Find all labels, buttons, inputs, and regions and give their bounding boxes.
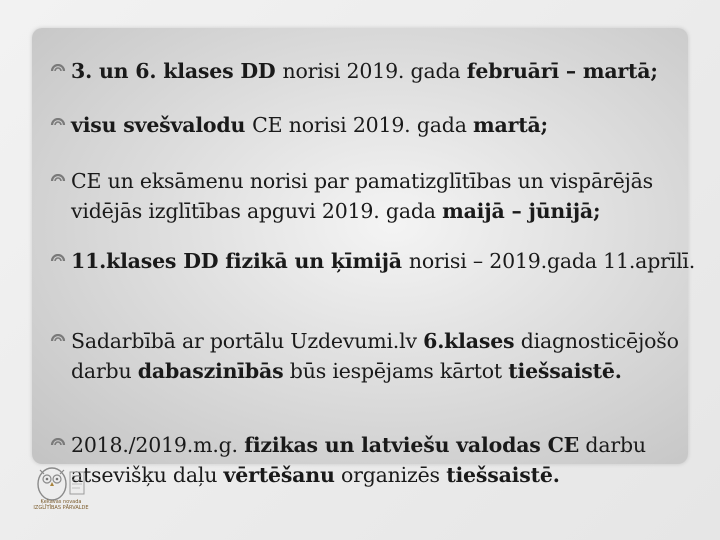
bullet-text: 2018./2019.m.g. — [71, 433, 245, 457]
bullet-text: vērtēšanu — [223, 463, 335, 487]
bullet-text: Sadarbībā ar portālu Uzdevumi.lv — [71, 329, 424, 353]
bullet-item — [50, 246, 701, 276]
bullet-text: 6.klases — [423, 329, 515, 353]
bullet-text: visu svešvalodu — [71, 113, 253, 137]
bullet-item — [50, 326, 701, 386]
bullet-text: darbu atsevišķu daļu — [71, 433, 646, 487]
bullet-text: februārī – martā; — [466, 59, 658, 83]
bullet-marker-icon — [50, 64, 66, 78]
bullet-text: fizikas un latviešu valodas CE — [244, 433, 580, 457]
bullet-item — [50, 166, 701, 226]
bullet-text: dabaszinībās — [137, 359, 284, 383]
bullet-text: norisi – 2019.gada 11.aprīlī. — [408, 249, 696, 273]
bullet-marker-icon — [50, 334, 66, 348]
bullet-text: CE un eksāmenu norisi par pamatizglītības un vispārējās vidējās izglītības apguvi 2019. gada — [71, 169, 653, 223]
bullet-text: 3. un 6. klases DD — [71, 59, 283, 83]
bullet-marker-icon — [50, 118, 66, 132]
bullet-text: CE norisi 2019. gada — [252, 113, 474, 137]
bullet-text: maijā – jūnijā; — [442, 199, 601, 223]
bullet-item — [50, 430, 701, 490]
bullet-text: tiešsaistē. — [446, 463, 560, 487]
bullet-text: būs iespējams kārtot — [283, 359, 509, 383]
bullet-marker-icon — [50, 438, 66, 452]
bullet-text: martā; — [473, 113, 548, 137]
bullet-text: 11.klases DD fizikā un ķīmijā — [71, 249, 409, 273]
bullet-item — [50, 56, 701, 86]
bullet-marker-icon — [50, 174, 66, 188]
bullet-marker-icon — [50, 254, 66, 268]
bullet-text: tiešsaistē. — [508, 359, 622, 383]
bullet-text: organizēs — [334, 463, 447, 487]
bullet-text: diagnosticējošo darbu — [71, 329, 679, 383]
bullet-text: norisi 2019. gada — [282, 59, 467, 83]
logo-caption: Ķekavas novada IZGLĪTĪBAS PĀRVALDE — [33, 499, 89, 511]
bullet-item — [50, 110, 701, 140]
